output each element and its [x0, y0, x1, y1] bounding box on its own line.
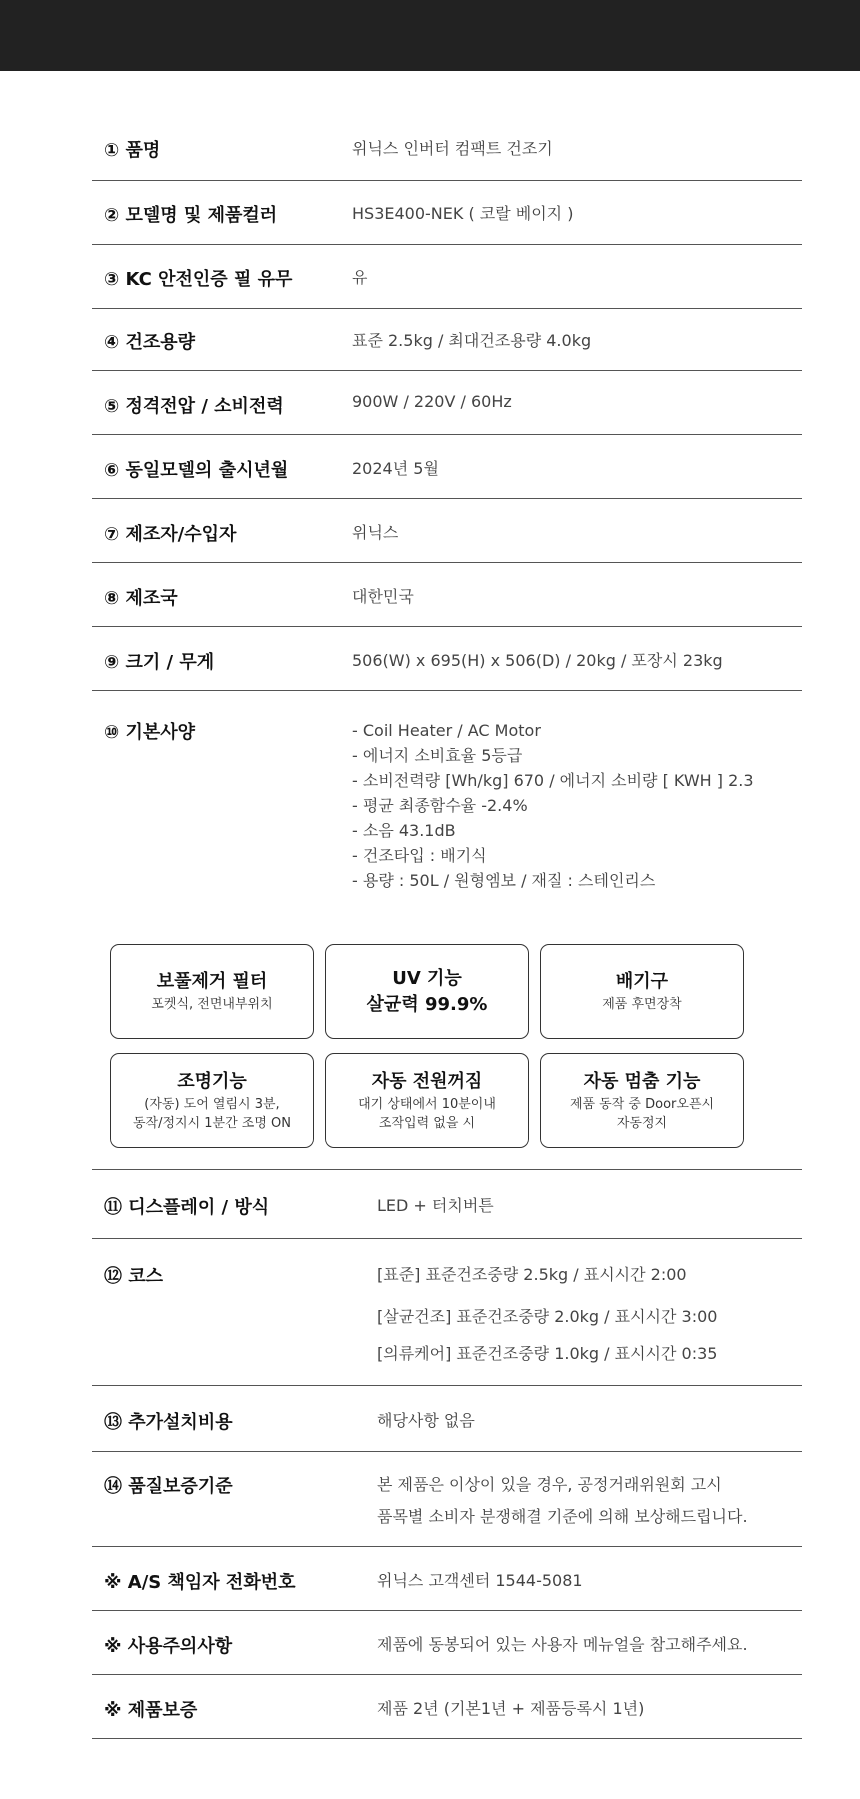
row-label: ⑫ 코스	[104, 1266, 164, 1287]
row-value: 대한민국	[352, 587, 414, 606]
top-bar	[0, 0, 860, 71]
divider	[92, 690, 802, 691]
course-item: [살균건조] 표준건조중량 2.0kg / 표시시간 3:00	[377, 1307, 718, 1326]
row-label: ③ KC 안전인증 필 유무	[104, 269, 293, 290]
row-label: ※ 사용주의사항	[104, 1636, 233, 1657]
row-label: ⑥ 동일모델의 출시년월	[104, 460, 289, 481]
course-item: [의류케어] 표준건조중량 1.0kg / 표시시간 0:35	[377, 1344, 718, 1363]
row-value: 900W / 220V / 60Hz	[352, 392, 512, 411]
card-title: UV 기능	[392, 967, 462, 989]
card-title: 자동 멈춤 기능	[583, 1070, 701, 1092]
row-value: LED + 터치버튼	[377, 1196, 494, 1215]
row-label: ⑪ 디스플레이 / 방식	[104, 1197, 270, 1218]
spec-item: - 에너지 소비효율 5등급	[352, 746, 523, 765]
card-title: 조명기능	[177, 1070, 247, 1092]
row-label: ① 품명	[104, 140, 161, 161]
row-value: 위닉스 고객센터 1544-5081	[377, 1571, 583, 1590]
spec-item: - 평균 최종함수율 -2.4%	[352, 796, 528, 815]
quality-line: 본 제품은 이상이 있을 경우, 공정거래위원회 고시	[377, 1475, 722, 1494]
row-label: ② 모델명 및 제품컬러	[104, 205, 278, 226]
row-value: 위닉스 인버터 컴팩트 건조기	[352, 139, 553, 158]
spec-item: - 용량 : 50L / 원형엠보 / 재질 : 스테인리스	[352, 871, 656, 890]
card-desc: 제품 후면장착	[602, 997, 682, 1012]
row-label: ⑧ 제조국	[104, 588, 178, 609]
row-label: ⑭ 품질보증기준	[104, 1476, 233, 1497]
card-title-2: 살균력 99.9%	[366, 993, 488, 1015]
card-desc: 대기 상태에서 10분이내	[358, 1096, 496, 1112]
card-desc: 동작/정지시 1분간 조명 ON	[132, 1115, 292, 1131]
divider	[92, 1238, 802, 1239]
divider	[92, 308, 802, 309]
divider	[92, 1169, 802, 1170]
card-title: 보풀제거 필터	[156, 971, 268, 992]
row-label: ※ A/S 책임자 전화번호	[104, 1572, 296, 1593]
divider	[92, 498, 802, 499]
row-label: ⑨ 크기 / 무게	[104, 652, 215, 673]
card-desc: 자동정지	[616, 1115, 668, 1131]
divider	[92, 626, 802, 627]
card-title: 배기구	[615, 971, 669, 992]
divider	[92, 562, 802, 563]
divider	[92, 1451, 802, 1452]
row-value: 제품 2년 (기본1년 + 제품등록시 1년)	[377, 1699, 645, 1718]
feature-card-uv	[325, 944, 529, 1039]
row-label: ⑦ 제조자/수입자	[104, 524, 237, 545]
divider	[92, 1674, 802, 1675]
row-value: 2024년 5월	[352, 459, 439, 478]
spec-item: - 소음 43.1dB	[352, 821, 456, 840]
card-desc: 조작입력 없을 시	[378, 1115, 476, 1131]
divider	[92, 1738, 802, 1739]
row-value: 506(W) x 695(H) x 506(D) / 20kg / 포장시 23kg	[352, 651, 723, 670]
card-desc: (자동) 도어 열림시 3분,	[144, 1096, 280, 1112]
row-value: 위닉스	[352, 523, 399, 542]
course-item: [표준] 표준건조중량 2.5kg / 표시시간 2:00	[377, 1265, 687, 1284]
row-label: ④ 건조용량	[104, 332, 196, 353]
row-value: HS3E400-NEK ( 코랄 베이지 )	[352, 204, 574, 223]
quality-line: 품목별 소비자 분쟁해결 기준에 의해 보상해드립니다.	[377, 1507, 748, 1526]
row-label: ⑩ 기본사양	[104, 722, 196, 743]
row-value: 표준 2.5kg / 최대건조용량 4.0kg	[352, 331, 592, 350]
divider	[92, 434, 802, 435]
feature-card-light	[110, 1053, 314, 1148]
row-value: 해당사항 없음	[377, 1411, 475, 1430]
spec-item: - Coil Heater / AC Motor	[352, 721, 541, 740]
divider	[92, 244, 802, 245]
row-label: ⑬ 추가설치비용	[104, 1412, 233, 1433]
row-label: ※ 제품보증	[104, 1700, 198, 1721]
feature-card-auto-off	[325, 1053, 529, 1148]
spec-item: - 건조타입 : 배기식	[352, 846, 487, 865]
divider	[92, 1546, 802, 1547]
feature-card-exhaust	[540, 944, 744, 1039]
card-desc: 제품 동작 중 Door오픈시	[569, 1096, 715, 1112]
row-value: 유	[352, 268, 368, 287]
feature-card-lint-filter	[110, 944, 314, 1039]
spec-list	[352, 718, 754, 893]
row-label: ⑤ 정격전압 / 소비전력	[104, 396, 284, 417]
divider	[92, 1385, 802, 1386]
divider	[92, 180, 802, 181]
card-title: 자동 전원꺼짐	[371, 1070, 483, 1092]
row-value: 제품에 동봉되어 있는 사용자 메뉴얼을 참고해주세요.	[377, 1635, 748, 1654]
divider	[92, 370, 802, 371]
divider	[92, 1610, 802, 1611]
spec-item: - 소비전력량 [Wh/kg] 670 / 에너지 소비량 [ KWH ] 2.3	[352, 771, 754, 790]
feature-card-auto-stop	[540, 1053, 744, 1148]
card-desc: 포켓식, 전면내부위치	[151, 997, 273, 1012]
